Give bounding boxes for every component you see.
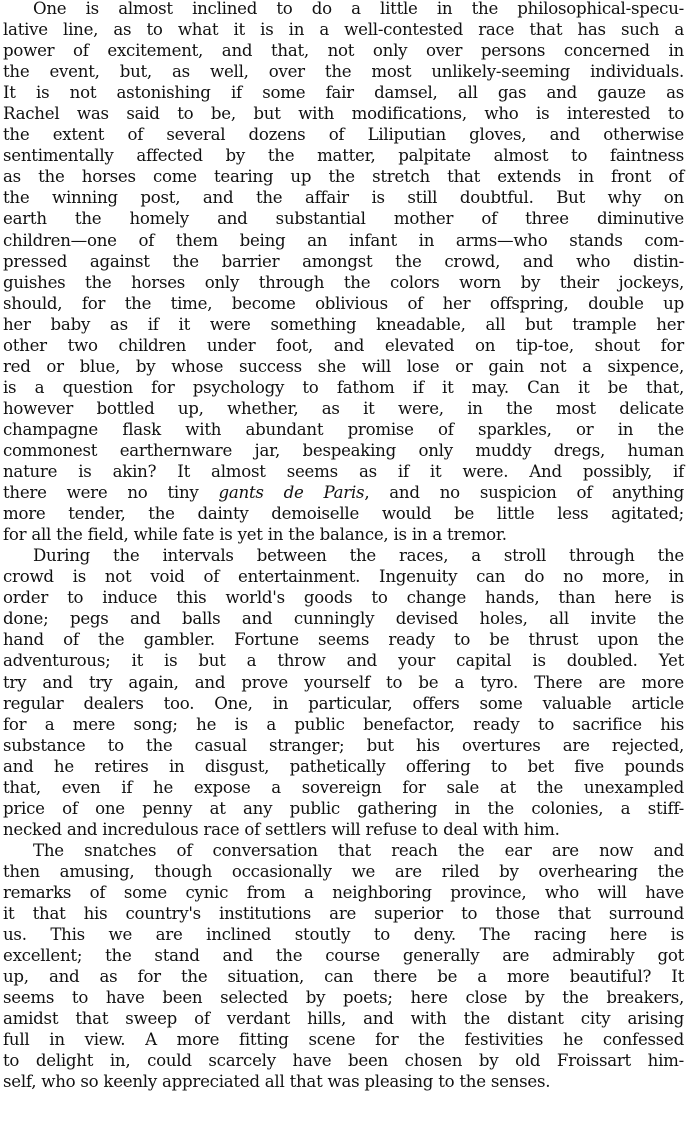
text-column xyxy=(3,0,684,1092)
text-line: pressed against the barrier amongst the crowd, and who distin- xyxy=(3,251,684,271)
text-line: regular dealers too. One, in particular, offers some valuable article xyxy=(3,693,684,713)
text-line: adventurous; it is but a throw and your capital is doubled. Yet xyxy=(3,651,684,671)
text-line: up, and as for the situation, can there be a more beautiful? It xyxy=(3,967,684,987)
text-line: order to induce this world's goods to change hands, than here is xyxy=(3,588,684,608)
text-line: nature is akin? It almost seems as if it were. And possibly, if xyxy=(3,462,684,482)
text-line: to delight in, could scarcely have been chosen by old Froissart him- xyxy=(3,1051,684,1071)
text-run: , and no suspicion of anything xyxy=(364,483,684,503)
text-line: as the horses come tearing up the stretch that extends in front of xyxy=(3,167,684,187)
text-line: done; pegs and balls and cunningly devised holes, all invite the xyxy=(3,609,684,629)
text-line: red or blue, by whose success she will lose or gain not a sixpence, xyxy=(3,356,684,376)
text-line: hand of the gambler. Fortune seems ready to be thrust upon the xyxy=(3,630,684,650)
text-line: should, for the time, become oblivious of her offspring, double up xyxy=(3,293,684,313)
text-line: sentimentally affected by the matter, palpitate almost to faintness xyxy=(3,146,684,166)
text-line: It is not astonishing if some fair damsel, all gas and gauze as xyxy=(3,83,684,103)
italic-phrase: gants de Paris xyxy=(218,483,365,503)
text-line: self, who so keenly appreciated all that was pleasing to the senses. xyxy=(3,1072,551,1092)
text-line: champagne flask with abundant promise of sparkles, or in the xyxy=(3,419,684,439)
text-line: the extent of several dozens of Liliputian gloves, and otherwise xyxy=(3,125,684,145)
paragraph-2 xyxy=(3,545,684,840)
text-line: remarks of some cynic from a neighboring province, who will have xyxy=(3,882,684,902)
text-line: children—one of them being an infant in arms—who stands com- xyxy=(3,230,684,250)
text-line: The snatches of conversation that reach the ear are now and xyxy=(33,840,684,860)
text-line: other two children under foot, and elevated on tip-toe, shout for xyxy=(3,335,684,355)
text-line: full in view. A more fitting scene for the festivities he confessed xyxy=(3,1030,684,1050)
text-line: amidst that sweep of verdant hills, and with the distant city arising xyxy=(3,1009,684,1029)
text-line: for all the field, while fate is yet in the balance, is in a tremor. xyxy=(3,525,507,545)
text-line: her baby as if it were something kneadable, all but trample her xyxy=(3,314,684,334)
text-line: guishes the horses only through the colors worn by their jockeys, xyxy=(3,272,684,292)
text-line: One is almost inclined to do a little in the philosophical-specu- xyxy=(33,0,684,18)
text-line: is a question for psychology to fathom if it may. Can it be that, xyxy=(3,377,684,397)
text-line: commonest earthernware jar, bespeaking only muddy dregs, human xyxy=(3,440,684,460)
text-line: and he retires in disgust, pathetically offering to bet five pounds xyxy=(3,756,684,776)
text-line-with-italic xyxy=(3,482,684,503)
text-line: necked and incredulous race of settlers will refuse to deal with him. xyxy=(3,819,560,839)
text-line: seems to have been selected by poets; here close by the breakers, xyxy=(3,988,684,1008)
text-line: power of excitement, and that, not only over persons concerned in xyxy=(3,41,684,61)
paragraph-1 xyxy=(3,0,684,545)
text-run: there were no tiny xyxy=(3,483,219,503)
text-line: try and try again, and prove yourself to be a tyro. There are more xyxy=(3,672,684,692)
text-line: for a mere song; he is a public benefactor, ready to sacrifice his xyxy=(3,714,684,734)
text-line: that, even if he expose a sovereign for sale at the unexampled xyxy=(3,777,684,797)
text-line: Rachel was said to be, but with modifications, who is interested to xyxy=(3,104,684,124)
text-line: substance to the casual stranger; but his overtures are rejected, xyxy=(3,735,684,755)
text-line: it that his country's institutions are superior to those that surround xyxy=(3,904,684,924)
text-line: more tender, the dainty demoiselle would be little less agitated; xyxy=(3,504,684,524)
text-line: then amusing, though occasionally we are riled by overhearing the xyxy=(3,861,684,881)
text-line: us. This we are inclined stoutly to deny. The racing here is xyxy=(3,925,684,945)
text-line: the event, but, as well, over the most unlikely-seeming individuals. xyxy=(3,62,684,82)
text-line: price of one penny at any public gathering in the colonies, a stiff- xyxy=(3,798,684,818)
text-line: excellent; the stand and the course generally are admirably got xyxy=(3,946,684,966)
paragraph-3 xyxy=(3,840,684,1093)
text-line: earth the homely and substantial mother of three diminutive xyxy=(3,209,684,229)
text-line: however bottled up, whether, as it were, in the most delicate xyxy=(3,398,684,418)
text-line: lative line, as to what it is in a well-contested race that has such a xyxy=(3,20,684,40)
text-line: the winning post, and the affair is still doubtful. But why on xyxy=(3,188,684,208)
text-line: crowd is not void of entertainment. Ingenuity can do no more, in xyxy=(3,567,684,587)
text-line: During the intervals between the races, a stroll through the xyxy=(33,546,684,566)
